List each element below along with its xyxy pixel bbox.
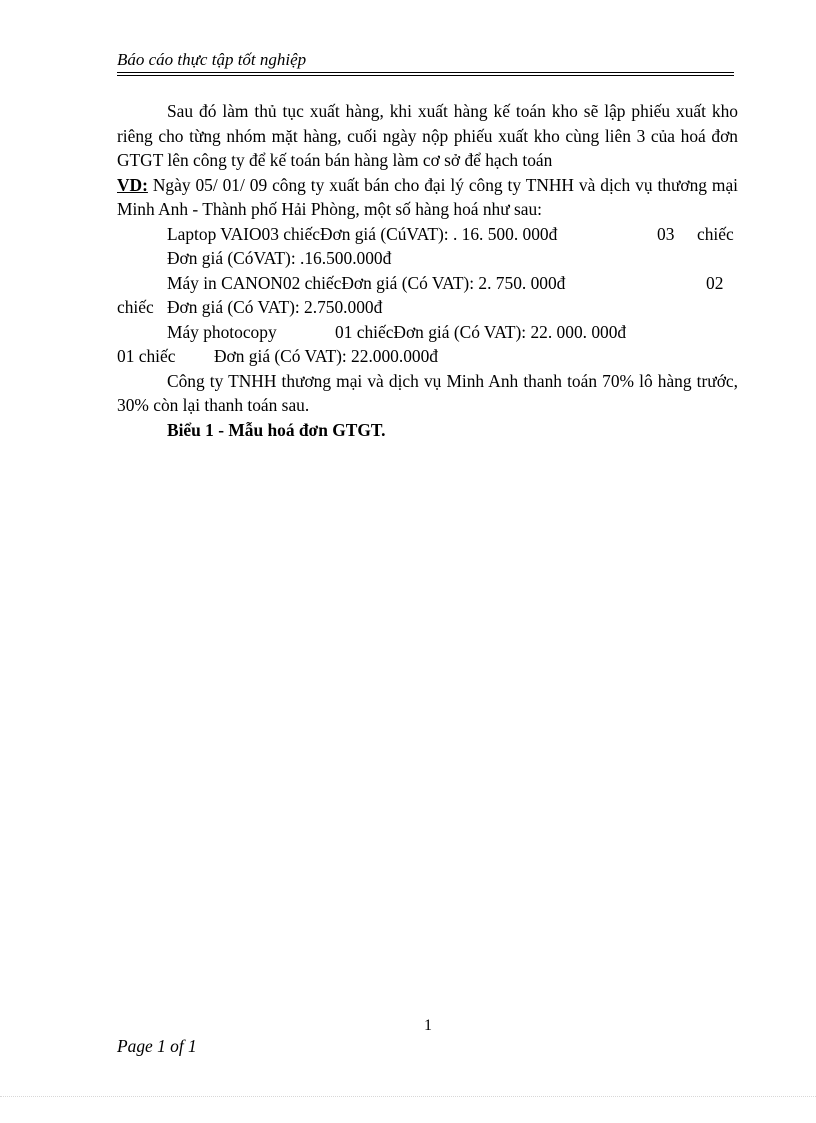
item-laptop-price: Đơn giá (CóVAT): .16.500.000đ [167,248,392,268]
example-text: Ngày 05/ 01/ 09 công ty xuất bán cho đại lý công ty TNHH và dịch vụ thương mại Minh Anh - Thành phố Hải Phòng, một số hàng hoá như sau: [117,174,738,219]
header-rule [117,72,734,76]
paragraph-payment: Công ty TNHH thương mại và dịch vụ Minh Anh thanh toán 70% lô hàng trước, 30% còn lại thanh toán sau. [117,370,738,415]
item-laptop-line1 [117,222,738,247]
item-printer-line2 [117,295,738,320]
item-printer-desc: Máy in CANON02 chiếcĐơn giá (Có VAT): 2. 750. 000đ [167,272,566,293]
item-photocopy-qty-price: 01 chiếcĐơn giá (Có VAT): 22. 000. 000đ [335,321,627,342]
document-body [117,99,738,442]
item-photocopy-line1 [117,320,738,345]
example-label: VD: [117,174,148,195]
item-printer-price: Đơn giá (Có VAT): 2.750.000đ [167,297,383,317]
item-laptop-unit: chiếc [697,223,734,244]
item-printer-qty: 02 [706,272,724,293]
item-photocopy-line2 [117,344,738,369]
figure-caption: Biểu 1 - Mẫu hoá đơn GTGT. [167,419,386,440]
page-footer: Page 1 of 1 [117,1036,197,1056]
paragraph-example [117,173,738,222]
bottom-divider [0,1096,816,1097]
item-photocopy-desc: Máy photocopy [167,321,277,342]
page-header [117,50,734,76]
item-printer-unit: chiếc [117,297,154,317]
item-printer-line1 [117,271,738,296]
item-photocopy-unit: 01 chiếc [117,346,176,366]
item-laptop-desc: Laptop VAIO03 chiếcĐơn giá (CúVAT): . 16. 500. 000đ [167,223,558,244]
item-photocopy-price: Đơn giá (Có VAT): 22.000.000đ [214,346,439,366]
item-laptop-line2 [117,246,738,271]
page-number: 1 [424,1017,432,1034]
header-title: Báo cáo thực tập tốt nghiệp [117,50,307,69]
item-laptop-qty: 03 [657,223,675,244]
paragraph-intro: Sau đó làm thủ tục xuất hàng, khi xuất hàng kế toán kho sẽ lập phiếu xuất kho riêng cho từng nhóm mặt hàng, cuối ngày nộp phiếu xuất kho cùng liên 3 của hoá đơn GTGT lên công ty để kế toán bán hàng làm cơ sở để hạch toán [117,101,738,170]
